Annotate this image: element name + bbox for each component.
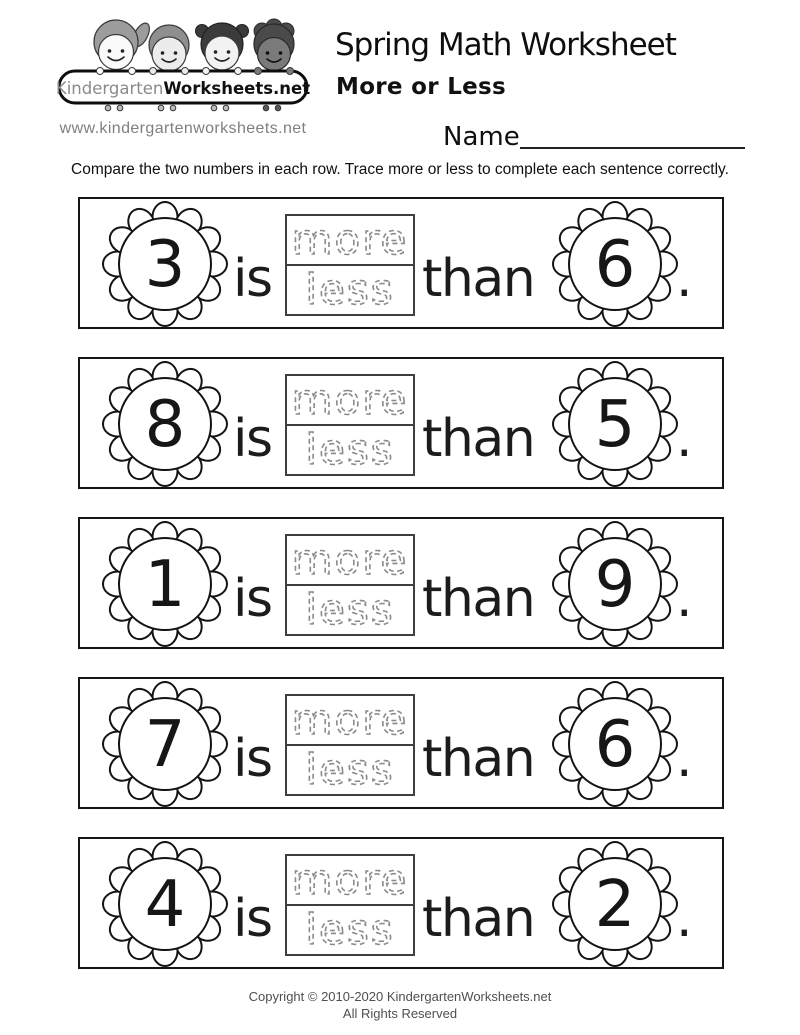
trace-word-more: more <box>291 856 409 904</box>
sentence-period: . <box>676 569 692 629</box>
left-number: 4 <box>144 868 186 942</box>
trace-word-less: less <box>305 266 395 314</box>
sentence-period: . <box>676 729 692 789</box>
kid-boy-curly-icon <box>254 19 294 71</box>
word-than: than <box>422 249 535 309</box>
word-than: than <box>422 569 535 629</box>
worksheet-row-4 <box>78 677 724 809</box>
flower-left-icon <box>98 683 232 805</box>
right-number: 6 <box>594 708 636 782</box>
word-is: is <box>233 569 272 629</box>
left-number: 8 <box>144 388 186 462</box>
name-label: Name <box>443 122 520 152</box>
flower-right-icon <box>548 203 682 325</box>
rights-text: All Rights Reserved <box>342 1006 458 1021</box>
kindergartenworksheets-logo <box>56 14 310 118</box>
trace-answer-box <box>285 214 415 316</box>
word-is: is <box>233 249 272 309</box>
name-blank-line[interactable] <box>520 146 745 149</box>
right-number: 6 <box>594 228 636 302</box>
trace-word-more: more <box>291 376 409 424</box>
sentence-period: . <box>676 409 692 469</box>
trace-option-less[interactable] <box>287 266 413 314</box>
kid-boy-gray-icon <box>149 25 189 71</box>
flower-left-icon <box>98 363 232 485</box>
word-is: is <box>233 729 272 789</box>
right-number: 5 <box>594 388 636 462</box>
word-than: than <box>422 409 535 469</box>
trace-option-less[interactable] <box>287 426 413 474</box>
website-url: www.kindergartenworksheets.net <box>59 120 307 137</box>
flower-right-icon <box>548 523 682 645</box>
word-is: is <box>233 409 272 469</box>
logo-text-worksheets: Worksheets.net <box>163 79 311 98</box>
worksheet-row-5 <box>78 837 724 969</box>
flower-left-icon <box>98 843 232 965</box>
trace-option-less[interactable] <box>287 586 413 634</box>
trace-answer-box <box>285 854 415 956</box>
right-number: 2 <box>594 868 636 942</box>
trace-word-more: more <box>291 696 409 744</box>
worksheet-row-3 <box>78 517 724 649</box>
footer <box>0 988 800 1022</box>
trace-answer-box <box>285 534 415 636</box>
flower-right-icon <box>548 683 682 805</box>
flower-right-icon <box>548 843 682 965</box>
trace-word-less: less <box>305 906 395 954</box>
trace-answer-box <box>285 374 415 476</box>
instructions-text: Compare the two numbers in each row. Trace more or less to complete each sentence correctly. <box>71 161 729 178</box>
kid-girl-ponytail-icon <box>94 20 153 70</box>
logo-text-kindergarten: Kindergarten <box>55 79 164 98</box>
left-number: 1 <box>144 548 186 622</box>
word-than: than <box>422 889 535 949</box>
right-number: 9 <box>594 548 636 622</box>
worksheet-row-2 <box>78 357 724 489</box>
sentence-period: . <box>676 889 692 949</box>
worksheet-row-1 <box>78 197 724 329</box>
word-than: than <box>422 729 535 789</box>
left-number: 7 <box>144 708 186 782</box>
trace-answer-box <box>285 694 415 796</box>
trace-option-more[interactable] <box>287 376 413 426</box>
logo-text <box>56 79 310 98</box>
trace-option-more[interactable] <box>287 216 413 266</box>
worksheet-rows <box>78 197 724 997</box>
copyright-text: Copyright © 2010-2020 KindergartenWorksheets.net <box>248 989 552 1004</box>
word-is: is <box>233 889 272 949</box>
trace-word-more: more <box>291 536 409 584</box>
sentence-period: . <box>676 249 692 309</box>
trace-word-less: less <box>305 746 395 794</box>
flower-right-icon <box>548 363 682 485</box>
trace-option-less[interactable] <box>287 906 413 954</box>
page-title: Spring Math Worksheet <box>335 27 676 63</box>
flower-left-icon <box>98 203 232 325</box>
trace-option-more[interactable] <box>287 856 413 906</box>
name-field <box>443 124 745 150</box>
kid-feet-icon <box>105 105 281 111</box>
trace-word-more: more <box>291 216 409 264</box>
trace-option-less[interactable] <box>287 746 413 794</box>
kid-girl-pigtails-icon <box>196 23 249 70</box>
page-subtitle: More or Less <box>336 74 507 100</box>
trace-option-more[interactable] <box>287 536 413 586</box>
trace-option-more[interactable] <box>287 696 413 746</box>
left-number: 3 <box>144 228 186 302</box>
flower-left-icon <box>98 523 232 645</box>
trace-word-less: less <box>305 426 395 474</box>
trace-word-less: less <box>305 586 395 634</box>
